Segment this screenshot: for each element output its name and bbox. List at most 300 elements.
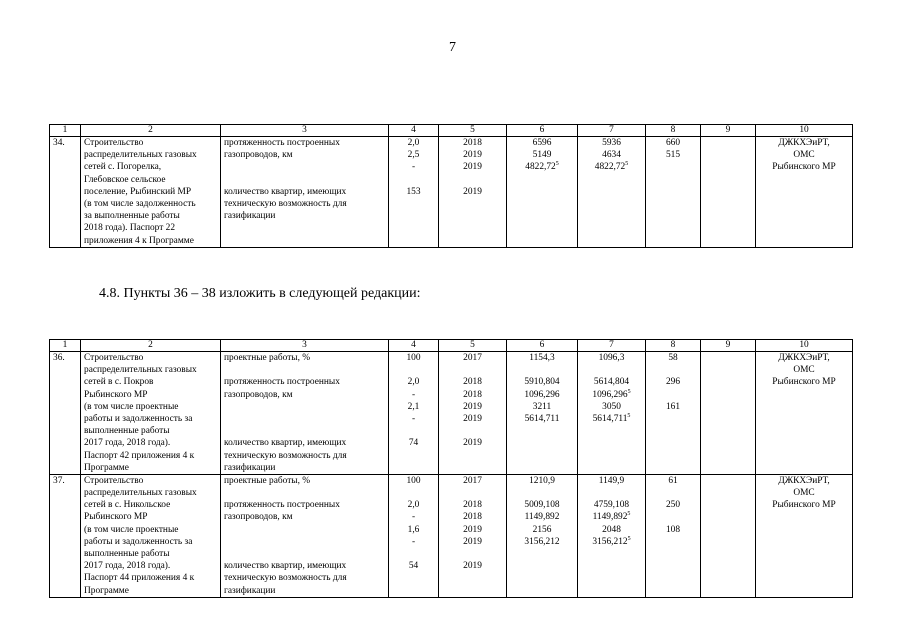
object-name-cell-text: Строительство [84, 475, 144, 486]
year-cell-line [442, 137, 503, 149]
cost-total-cell-text: 1149,892 [524, 512, 560, 523]
column-number-cell: 1 [50, 340, 81, 352]
local-budget-cell-line [649, 585, 697, 597]
executor-cell-line [759, 487, 849, 499]
regional-budget-cell-line [581, 450, 642, 462]
cost-total-cell [507, 137, 578, 248]
indicator-value-cell-line [392, 174, 435, 186]
year-cell-text: 2019 [463, 186, 482, 197]
executor-cell-text: ОМС [793, 488, 815, 499]
indicator-cell-line [224, 425, 385, 437]
executor-cell-line [759, 548, 849, 560]
regional-budget-cell-line [581, 235, 642, 247]
indicator-cell-text: количество квартир, имеющих [224, 438, 347, 449]
indicator-cell-line [224, 437, 385, 449]
regional-budget-cell [578, 137, 646, 248]
indicator-cell-line [224, 210, 385, 222]
program-table-2 [49, 339, 853, 598]
row-number-cell: 34. [50, 137, 81, 248]
indicator-value-cell-line [392, 186, 435, 198]
cost-total-cell-line [510, 437, 574, 449]
year-cell-line [442, 161, 503, 173]
cost-total-cell-text: 1096,296 [524, 389, 560, 400]
indicator-value-cell-text: - [411, 162, 416, 173]
cost-total-cell-line [510, 364, 574, 376]
executor-cell-line [759, 499, 849, 511]
cost-total-cell-text: 3156,212 [524, 536, 560, 547]
object-name-cell-text: поселение, Рыбинский МР [84, 186, 192, 197]
indicator-value-cell-line [392, 585, 435, 597]
indicator-cell-line [224, 174, 385, 186]
indicator-cell-line [224, 548, 385, 560]
object-name-cell-text: 2018 года). Паспорт 22 [84, 223, 176, 234]
object-name-cell-line [84, 548, 217, 560]
cost-total-cell-line [510, 450, 574, 462]
indicator-value-cell-line [392, 161, 435, 173]
indicator-cell [221, 137, 389, 248]
regional-budget-cell-text: 1096,296 [592, 389, 628, 400]
executor-cell-line [759, 186, 849, 198]
year-cell [439, 137, 507, 248]
cost-total-cell-line [510, 376, 574, 388]
local-budget-cell-line [649, 174, 697, 186]
cost-total-cell-line [510, 413, 574, 425]
indicator-value-cell-line [392, 137, 435, 149]
local-budget-cell-line [649, 235, 697, 247]
indicator-value-cell [389, 474, 439, 597]
year-cell-text: 2019 [463, 438, 482, 449]
indicator-cell-line [224, 572, 385, 584]
regional-budget-cell-text: 3050 [602, 401, 621, 412]
indicator-cell-line [224, 149, 385, 161]
object-name-cell-line [84, 174, 217, 186]
local-budget-cell-text: 515 [665, 150, 681, 161]
year-cell-line [442, 475, 503, 487]
regional-budget-cell-text: 1149,892 [592, 512, 628, 523]
regional-budget-cell-line [581, 585, 642, 597]
year-cell-text: 2017 [463, 353, 482, 363]
indicator-value-cell-line [392, 437, 435, 449]
cost-total-cell-line [510, 462, 574, 474]
year-cell-text: 2018 [463, 377, 482, 388]
cost-total-cell-line [510, 401, 574, 413]
local-budget-cell-text: 61 [668, 475, 678, 486]
local-budget-cell-line [649, 389, 697, 401]
regional-budget-cell-footnote: 5 [625, 161, 629, 168]
indicator-value-cell-text: 2,0 [407, 138, 420, 148]
column-number-cell: 1 [50, 125, 81, 137]
other-sources-cell [701, 137, 756, 248]
local-budget-cell-line [649, 499, 697, 511]
local-budget-cell [646, 137, 701, 248]
executor-cell-line [759, 572, 849, 584]
local-budget-cell-text: 296 [665, 377, 681, 388]
regional-budget-cell-line [581, 198, 642, 210]
indicator-value-cell-text: 153 [406, 186, 421, 197]
executor-cell-line [759, 222, 849, 234]
indicator-value-cell-line [392, 524, 435, 536]
indicator-value-cell-line [392, 235, 435, 247]
object-name-cell-text: распределительных газовых [84, 150, 197, 161]
executor-cell-text: Рыбинского МР [772, 377, 836, 388]
regional-budget-cell-line [581, 137, 642, 149]
indicator-cell-line [224, 413, 385, 425]
regional-budget-cell-line [581, 548, 642, 560]
header-row [50, 340, 853, 352]
object-name-cell-line [84, 585, 217, 597]
cost-total-cell-line [510, 536, 574, 548]
year-cell-line [442, 437, 503, 449]
year-cell-line [442, 186, 503, 198]
year-cell-line [442, 450, 503, 462]
executor-cell-text: Рыбинского МР [772, 162, 836, 173]
year-cell-text: 2019 [463, 524, 482, 535]
cost-total-cell-text: 5009,108 [524, 500, 560, 511]
cost-total-cell [507, 474, 578, 597]
indicator-value-cell [389, 137, 439, 248]
indicator-cell-text: проектные работы, % [224, 353, 311, 363]
regional-budget-cell-line [581, 401, 642, 413]
cost-total-cell-line [510, 137, 574, 149]
object-name-cell-line [84, 186, 217, 198]
object-name-cell-line [84, 560, 217, 572]
indicator-value-cell-line [392, 462, 435, 474]
indicator-value-cell-text: 100 [406, 353, 421, 363]
executor-cell-line [759, 389, 849, 401]
indicator-cell-line [224, 475, 385, 487]
object-name-cell-line [84, 137, 217, 149]
local-budget-cell-line [649, 425, 697, 437]
local-budget-cell-line [649, 376, 697, 388]
year-cell [439, 352, 507, 475]
executor-cell-line [759, 174, 849, 186]
local-budget-cell-line [649, 149, 697, 161]
object-name-cell-text: 2017 года, 2018 года). [84, 561, 171, 572]
executor-cell [756, 474, 853, 597]
executor-cell-text: ОМС [793, 365, 815, 376]
indicator-value-cell-line [392, 499, 435, 511]
indicator-cell-line [224, 499, 385, 511]
column-number-cell: 9 [701, 340, 756, 352]
indicator-value-cell-line [392, 511, 435, 523]
indicator-cell-line [224, 536, 385, 548]
regional-budget-cell-line [581, 511, 642, 523]
indicator-cell [221, 474, 389, 597]
regional-budget-cell-text: 1096,3 [598, 353, 625, 363]
indicator-cell-line [224, 222, 385, 234]
local-budget-cell-line [649, 401, 697, 413]
regional-budget-cell-text: 2048 [602, 524, 621, 535]
column-number-cell: 4 [389, 125, 439, 137]
indicator-cell-line [224, 352, 385, 364]
indicator-cell-text: газопроводов, км [224, 389, 293, 400]
column-number-cell: 5 [439, 125, 507, 137]
indicator-cell-text: техническую возможность для [224, 573, 347, 584]
object-name-cell-line [84, 511, 217, 523]
executor-cell-line [759, 401, 849, 413]
executor-cell-line [759, 560, 849, 572]
column-number-cell: 3 [221, 125, 389, 137]
indicator-cell-text: газификации [224, 211, 276, 222]
year-cell-line [442, 536, 503, 548]
object-name-cell [81, 137, 221, 248]
year-cell-line [442, 462, 503, 474]
regional-budget-cell-text: 1149,9 [598, 475, 625, 486]
object-name-cell-line [84, 222, 217, 234]
indicator-cell-line [224, 161, 385, 173]
local-budget-cell-text: 660 [665, 138, 681, 148]
regional-budget-cell-line [581, 161, 642, 173]
executor-cell-line [759, 161, 849, 173]
column-number-cell: 6 [507, 125, 578, 137]
object-name-cell-text: Паспорт 44 приложения 4 к [84, 573, 195, 584]
executor-cell-text: ДЖКХЭиРТ, [778, 475, 830, 486]
executor-cell-line [759, 413, 849, 425]
table-row [50, 137, 853, 248]
regional-budget-cell-line [581, 210, 642, 222]
regional-budget-cell-line [581, 425, 642, 437]
year-cell-line [442, 487, 503, 499]
other-sources-cell-line [704, 137, 752, 149]
object-name-cell-text: (в том числе проектные [84, 401, 179, 412]
executor-cell-line [759, 437, 849, 449]
indicator-value-cell-line [392, 572, 435, 584]
year-cell-line [442, 376, 503, 388]
regional-budget-cell-line [581, 487, 642, 499]
local-budget-cell-line [649, 462, 697, 474]
regional-budget-cell-line [581, 462, 642, 474]
object-name-cell-line [84, 572, 217, 584]
column-number-cell: 2 [81, 340, 221, 352]
regional-budget-cell-line [581, 174, 642, 186]
indicator-cell-text: количество квартир, имеющих [224, 186, 347, 197]
year-cell-line [442, 511, 503, 523]
year-cell-text: 2018 [463, 138, 482, 148]
indicator-cell [221, 352, 389, 475]
regional-budget-cell-text: 3156,212 [592, 536, 628, 547]
cost-total-cell-line [510, 572, 574, 584]
object-name-cell-text: распределительных газовых [84, 365, 197, 376]
column-number-cell: 6 [507, 340, 578, 352]
local-budget-cell-line [649, 548, 697, 560]
year-cell-text: 2019 [463, 150, 482, 161]
indicator-value-cell-line [392, 389, 435, 401]
indicator-cell-line [224, 389, 385, 401]
local-budget-cell-text: 250 [665, 500, 681, 511]
object-name-cell-line [84, 198, 217, 210]
indicator-value-cell-line [392, 364, 435, 376]
indicator-value-cell-line [392, 198, 435, 210]
executor-cell-line [759, 425, 849, 437]
object-name-cell-line [84, 524, 217, 536]
object-name-cell-text: Программе [84, 462, 129, 473]
year-cell-text: 2019 [463, 401, 482, 412]
executor-cell-line [759, 475, 849, 487]
year-cell-line [442, 499, 503, 511]
local-budget-cell-line [649, 450, 697, 462]
local-budget-cell-text: 58 [668, 353, 678, 363]
indicator-value-cell-text: 2,5 [407, 150, 420, 161]
local-budget-cell-line [649, 198, 697, 210]
indicator-cell-line [224, 364, 385, 376]
cost-total-cell-text: 5149 [532, 150, 552, 161]
object-name-cell-line [84, 401, 217, 413]
regional-budget-cell-line [581, 222, 642, 234]
table-row [50, 352, 853, 475]
executor-cell-line [759, 198, 849, 210]
section-heading: 4.8. Пункты 36 – 38 изложить в следующей редакции: [99, 286, 421, 301]
object-name-cell-line [84, 437, 217, 449]
year-cell-text: 2019 [463, 561, 482, 572]
year-cell-line [442, 413, 503, 425]
cost-total-cell-line [510, 174, 574, 186]
regional-budget-cell [578, 474, 646, 597]
cost-total-cell-line [510, 235, 574, 247]
indicator-value-cell-line [392, 401, 435, 413]
regional-budget-cell-line [581, 149, 642, 161]
regional-budget-cell-footnote: 5 [627, 535, 631, 542]
indicator-cell-line [224, 462, 385, 474]
cost-total-cell-text: 6596 [532, 138, 552, 148]
indicator-cell-text: газопроводов, км [224, 150, 293, 161]
indicator-cell-line [224, 450, 385, 462]
indicator-cell-line [224, 560, 385, 572]
indicator-value-cell-line [392, 222, 435, 234]
local-budget-cell-line [649, 161, 697, 173]
object-name-cell-text: Паспорт 42 приложения 4 к [84, 450, 195, 461]
indicator-cell-line [224, 137, 385, 149]
cost-total-cell-line [510, 475, 574, 487]
cost-total-cell-text: 5910,804 [524, 377, 560, 388]
object-name-cell-line [84, 235, 217, 247]
year-cell-line [442, 235, 503, 247]
cost-total-cell-line [510, 560, 574, 572]
table-row [50, 474, 853, 597]
object-name-cell-text: распределительных газовых [84, 488, 197, 499]
indicator-value-cell-text: - [411, 413, 416, 424]
column-number-cell: 10 [756, 340, 853, 352]
indicator-cell-text: протяженность построенных [224, 138, 340, 148]
indicator-cell-text: газопроводов, км [224, 512, 293, 523]
local-budget-cell-line [649, 186, 697, 198]
year-cell-line [442, 572, 503, 584]
regional-budget-cell-line [581, 437, 642, 449]
year-cell-line [442, 364, 503, 376]
object-name-cell-line [84, 413, 217, 425]
indicator-value-cell-text: - [411, 389, 416, 400]
local-budget-cell-line [649, 524, 697, 536]
cost-total-cell-text: 2156 [532, 524, 552, 535]
regional-budget-cell-line [581, 572, 642, 584]
executor-cell-line [759, 585, 849, 597]
indicator-cell-line [224, 186, 385, 198]
object-name-cell-line [84, 487, 217, 499]
indicator-cell-line [224, 235, 385, 247]
other-sources-cell [701, 474, 756, 597]
object-name-cell-text: (в том числе задолженность [84, 198, 196, 209]
year-cell-line [442, 198, 503, 210]
object-name-cell-line [84, 389, 217, 401]
indicator-value-cell-line [392, 413, 435, 425]
object-name-cell-text: Рыбинского МР [84, 512, 148, 523]
cost-total-cell-line [510, 499, 574, 511]
indicator-cell-line [224, 401, 385, 413]
regional-budget-cell-line [581, 475, 642, 487]
program-table-1 [49, 124, 853, 248]
executor-cell-line [759, 450, 849, 462]
year-cell-line [442, 222, 503, 234]
year-cell-line [442, 352, 503, 364]
local-budget-cell-line [649, 437, 697, 449]
year-cell-line [442, 174, 503, 186]
object-name-cell-line [84, 536, 217, 548]
indicator-cell-text: количество квартир, имеющих [224, 561, 347, 572]
indicator-value-cell-text: 1,6 [407, 524, 420, 535]
indicator-value-cell-text: - [411, 536, 416, 547]
year-cell-text: 2019 [463, 536, 482, 547]
year-cell-line [442, 210, 503, 222]
indicator-value-cell-line [392, 376, 435, 388]
executor-cell-line [759, 376, 849, 388]
object-name-cell-text: выполненные работы [84, 549, 170, 559]
object-name-cell-line [84, 475, 217, 487]
executor-cell-line [759, 462, 849, 474]
regional-budget-cell [578, 352, 646, 475]
year-cell-line [442, 389, 503, 401]
object-name-cell-line [84, 450, 217, 462]
indicator-cell-line [224, 511, 385, 523]
regional-budget-cell-line [581, 389, 642, 401]
row-number-cell: 36. [50, 352, 81, 475]
cost-total-cell-line [510, 198, 574, 210]
object-name-cell-text: 2017 года, 2018 года). [84, 438, 171, 449]
object-name-cell [81, 474, 221, 597]
indicator-cell-line [224, 487, 385, 499]
indicator-value-cell-text: 54 [408, 561, 419, 572]
indicator-value-cell-text: 100 [406, 475, 421, 486]
regional-budget-cell-text: 5614,711 [592, 413, 628, 424]
object-name-cell-text: Глебовское сельское [84, 174, 166, 185]
cost-total-cell-line [510, 548, 574, 560]
regional-budget-cell-footnote: 5 [627, 388, 631, 395]
object-name-cell-text: работы и задолженность за [84, 413, 193, 424]
regional-budget-cell-text: 4759,108 [593, 500, 630, 511]
cost-total-cell-line [510, 186, 574, 198]
cost-total-cell-footnote: 5 [555, 161, 559, 168]
local-budget-cell-line [649, 413, 697, 425]
local-budget-cell-line [649, 222, 697, 234]
year-cell-line [442, 425, 503, 437]
cost-total-cell-line [510, 210, 574, 222]
regional-budget-cell-footnote: 5 [627, 511, 631, 518]
object-name-cell-line [84, 425, 217, 437]
local-budget-cell-line [649, 511, 697, 523]
regional-budget-cell-text: 5614,804 [593, 377, 630, 388]
regional-budget-cell-line [581, 413, 642, 425]
indicator-cell-text: техническую возможность для [224, 450, 347, 461]
indicator-value-cell-text: 2,0 [407, 500, 420, 511]
year-cell-line [442, 149, 503, 161]
object-name-cell-line [84, 364, 217, 376]
local-budget-cell-line [649, 210, 697, 222]
cost-total-cell-line [510, 524, 574, 536]
indicator-value-cell-text: - [411, 512, 416, 523]
executor-cell-text: Рыбинского МР [772, 500, 836, 511]
regional-budget-cell-text: 4634 [602, 150, 621, 161]
column-number-cell: 7 [578, 340, 646, 352]
cost-total-cell-line [510, 222, 574, 234]
indicator-value-cell [389, 352, 439, 475]
